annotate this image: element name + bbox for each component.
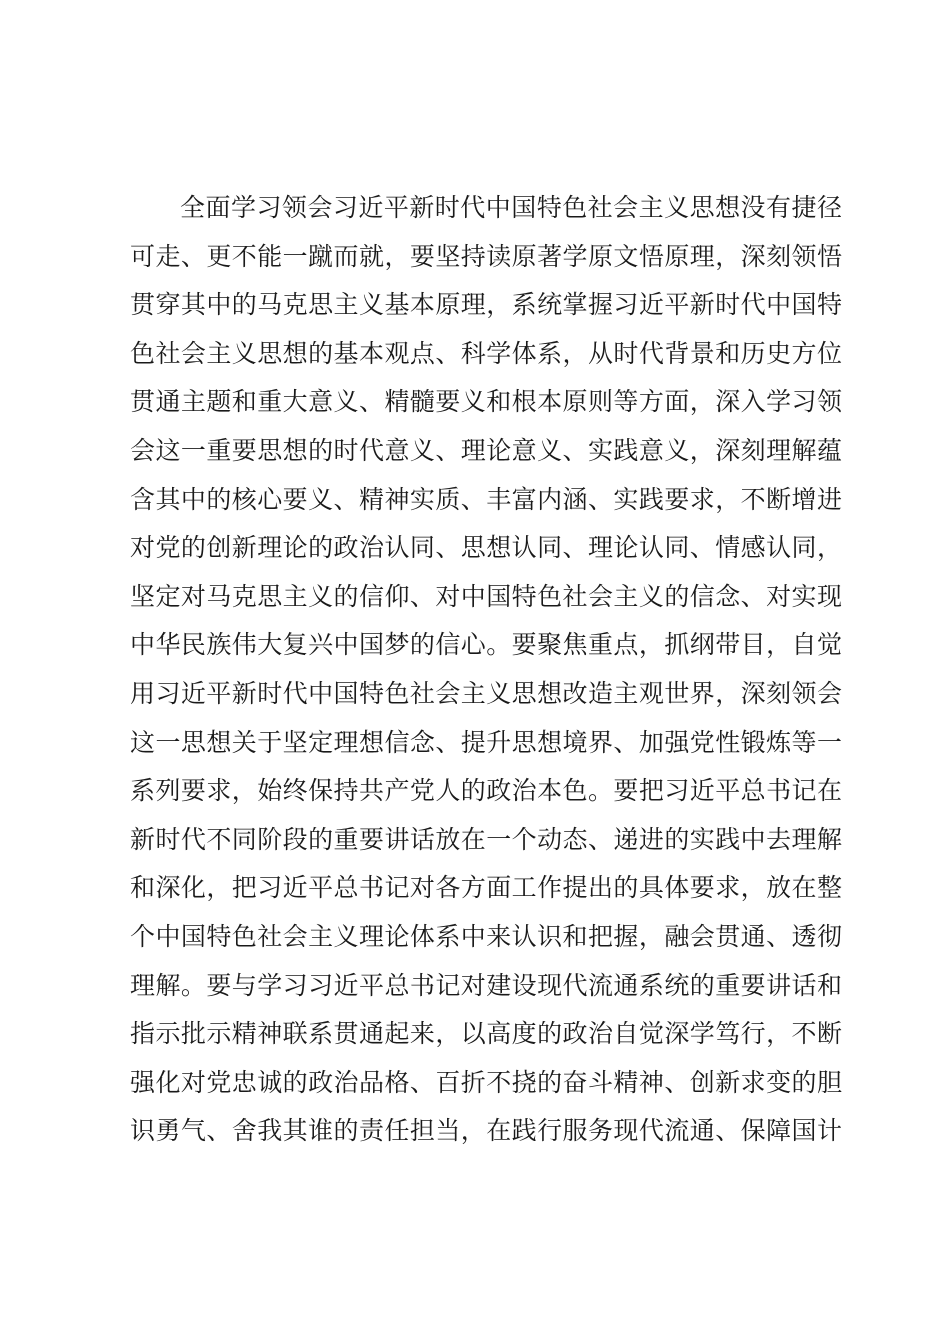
text-line-11: 用习近平新时代中国特色社会主义思想改造主观世界，深刻领会 bbox=[130, 678, 842, 708]
text-line-3: 贯穿其中的马克思主义基本原理，系统掌握习近平新时代中国特 bbox=[130, 290, 842, 320]
text-line-18: 指示批示精神联系贯通起来，以高度的政治自觉深学笃行，不断 bbox=[130, 1019, 842, 1049]
text-line-7: 含其中的核心要义、精神实质、丰富内涵、实践要求，不断增进 bbox=[130, 484, 842, 514]
text-line-14: 新时代不同阶段的重要讲话放在一个动态、递进的实践中去理解 bbox=[130, 824, 842, 854]
text-line-13: 系列要求，始终保持共产党人的政治本色。要把习近平总书记在 bbox=[130, 776, 842, 806]
text-line-8: 对党的创新理论的政治认同、思想认同、理论认同、情感认同， bbox=[130, 533, 842, 563]
text-line-4: 色社会主义思想的基本观点、科学体系，从时代背景和历史方位 bbox=[130, 338, 842, 368]
text-line-1: 全面学习领会习近平新时代中国特色社会主义思想没有捷径 bbox=[180, 193, 842, 222]
text-line-15: 和深化，把习近平总书记对各方面工作提出的具体要求，放在整 bbox=[130, 873, 842, 903]
text-line-9: 坚定对马克思主义的信仰、对中国特色社会主义的信念、对实现 bbox=[130, 581, 842, 611]
text-line-5: 贯通主题和重大意义、精髓要义和根本原则等方面，深入学习领 bbox=[130, 387, 842, 417]
text-line-19: 强化对党忠诚的政治品格、百折不挠的奋斗精神、创新求变的胆 bbox=[130, 1067, 842, 1097]
text-line-6: 会这一重要思想的时代意义、理论意义、实践意义，深刻理解蕴 bbox=[130, 435, 842, 465]
text-line-10: 中华民族伟大复兴中国梦的信心。要聚焦重点，抓纲带目，自觉 bbox=[130, 630, 842, 660]
body-paragraph bbox=[130, 184, 842, 1156]
text-line-12: 这一思想关于坚定理想信念、提升思想境界、加强党性锻炼等一 bbox=[130, 727, 842, 757]
text-line-16: 个中国特色社会主义理论体系中来认识和把握，融会贯通、透彻 bbox=[130, 921, 842, 951]
text-line-17: 理解。要与学习习近平总书记对建设现代流通系统的重要讲话和 bbox=[130, 970, 842, 1000]
text-line-20: 识勇气、舍我其谁的责任担当，在践行服务现代流通、保障国计 bbox=[130, 1116, 842, 1146]
text-line-2: 可走、更不能一蹴而就，要坚持读原著学原文悟原理，深刻领悟 bbox=[130, 241, 842, 271]
